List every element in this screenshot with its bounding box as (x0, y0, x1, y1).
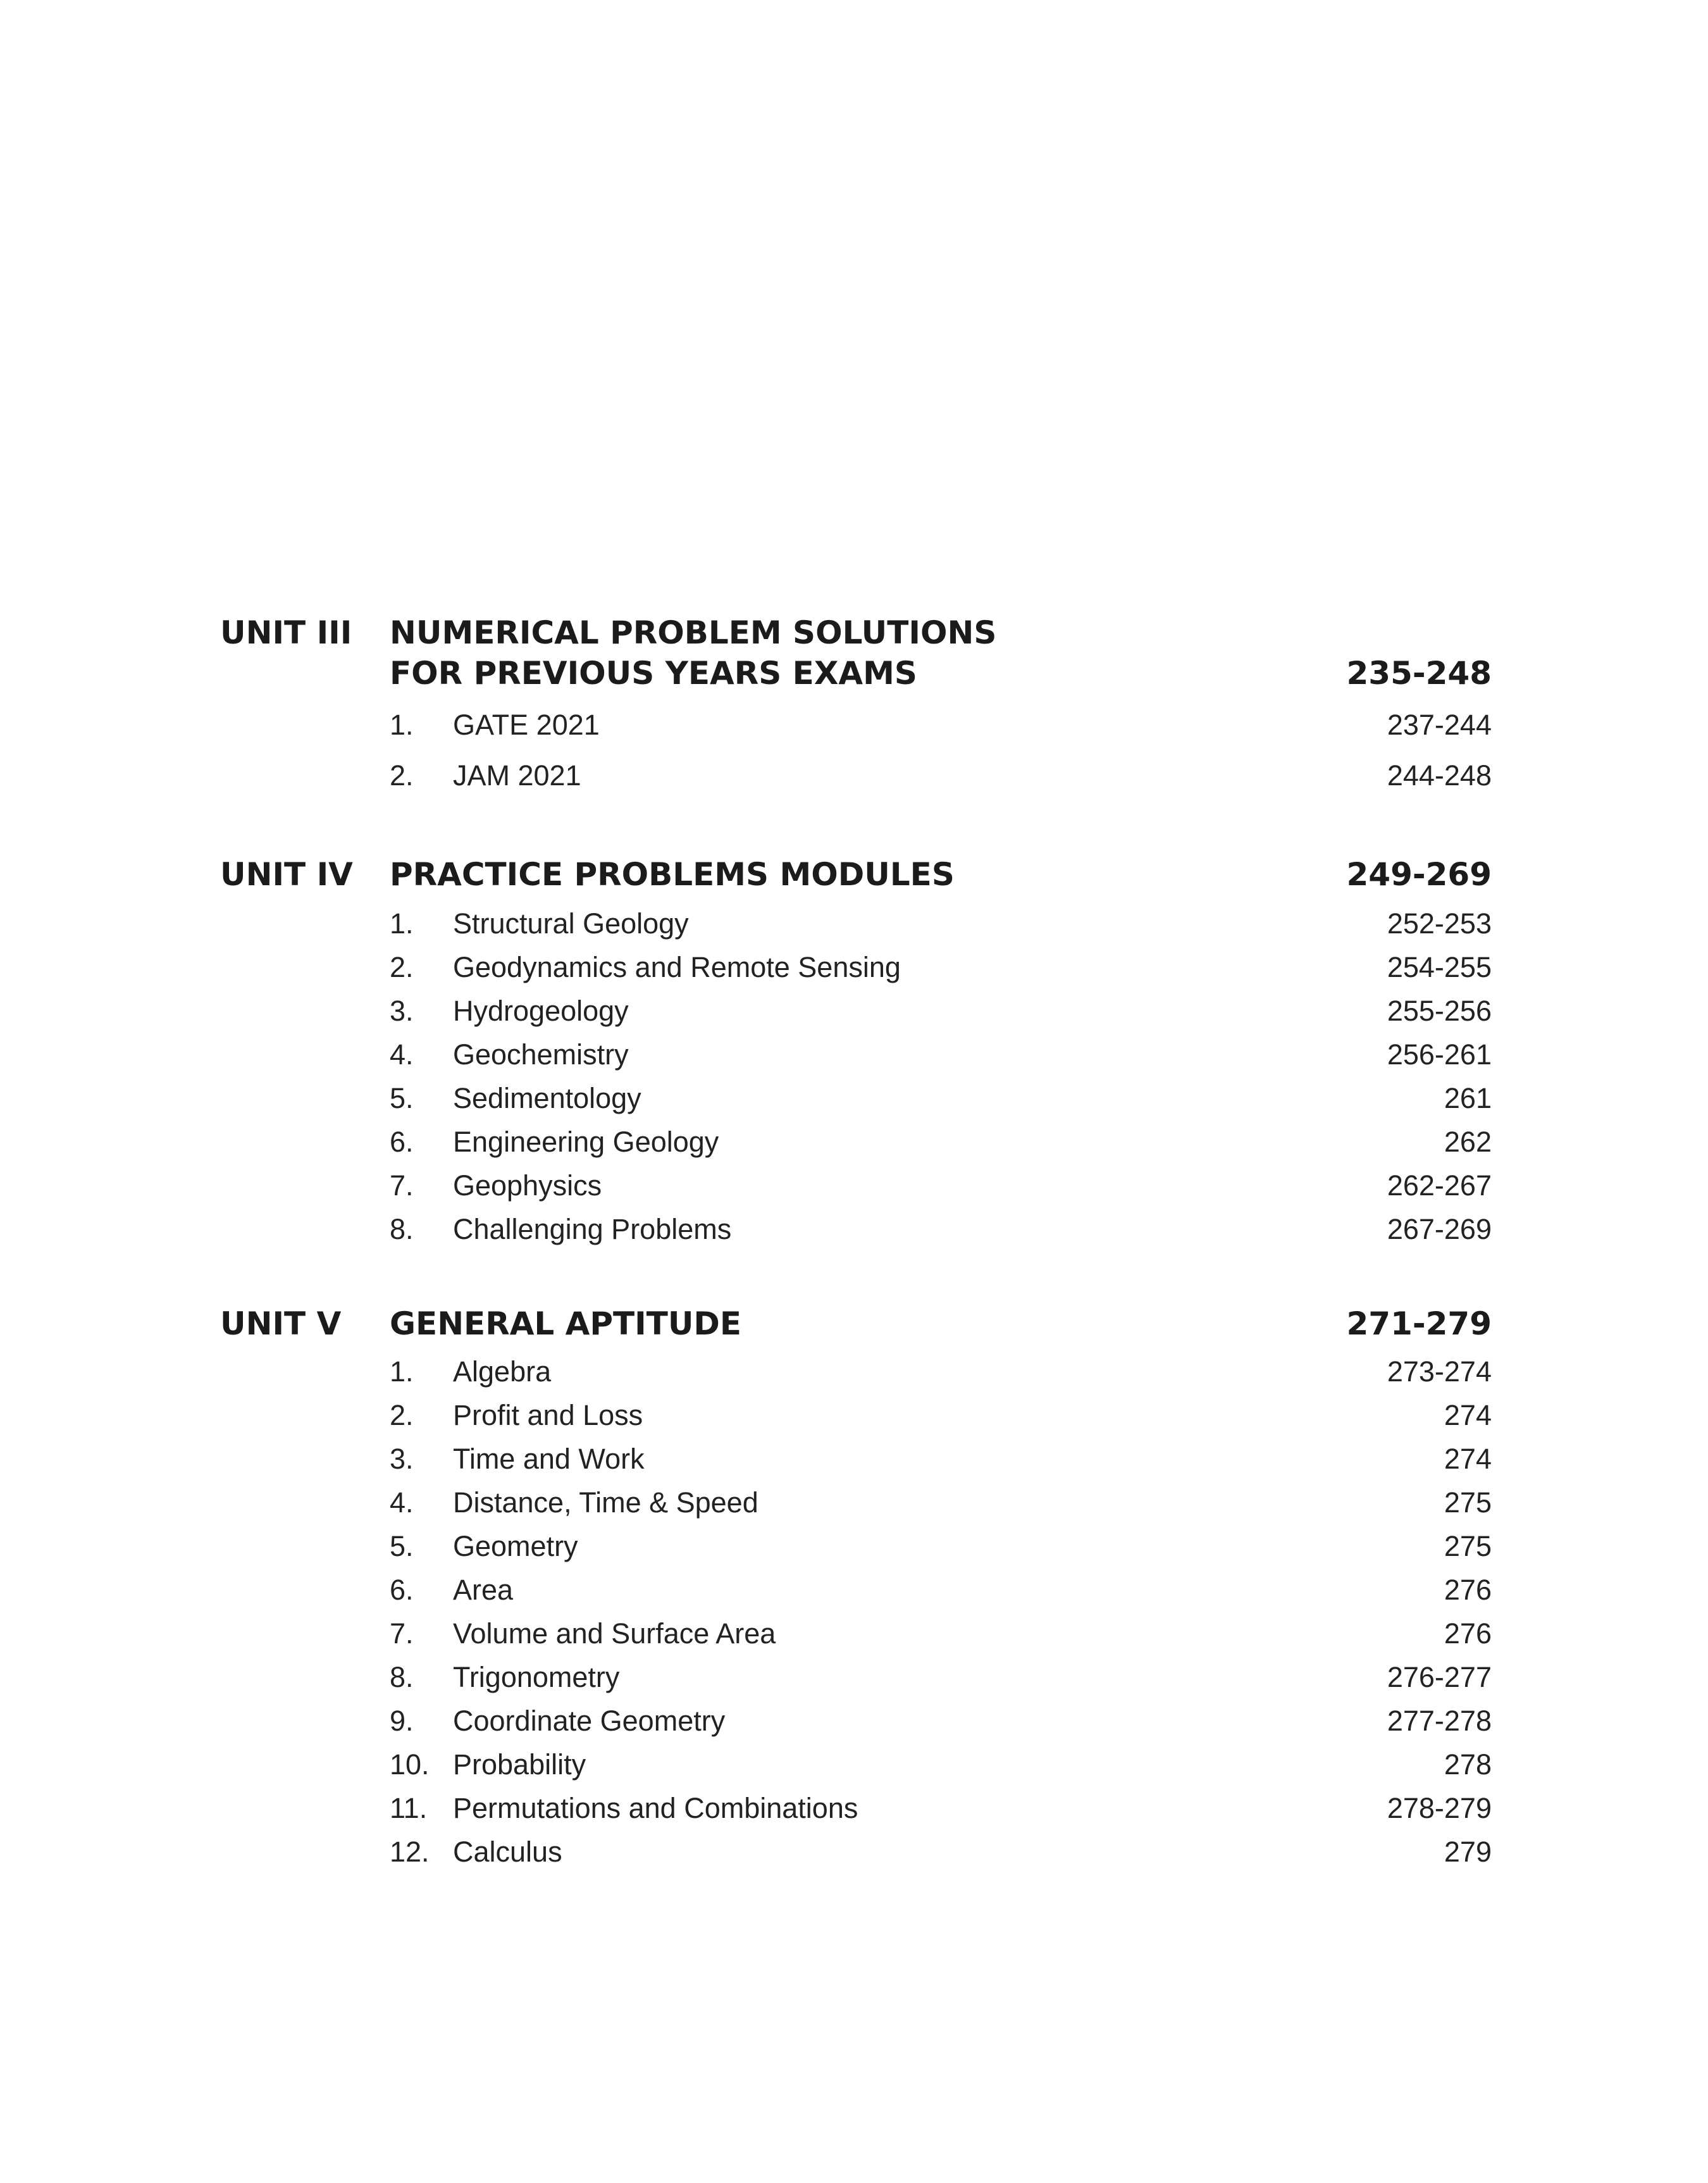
entry-title: Algebra (453, 1355, 552, 1388)
entry-pages: 275 (1444, 1530, 1492, 1562)
unit-pages: 235-248 (1346, 655, 1492, 692)
entry-title: Probability (453, 1748, 586, 1781)
entry-number: 9. (390, 1705, 414, 1737)
entry-pages: 244-248 (1387, 759, 1492, 792)
unit-pages: 249-269 (1346, 856, 1492, 893)
entry-number: 8. (390, 1661, 414, 1693)
entry-number: 1. (390, 1355, 414, 1388)
entry-title: Geodynamics and Remote Sensing (453, 951, 901, 983)
entry-pages: 237-244 (1387, 709, 1492, 741)
unit-title: GENERAL APTITUDE (390, 1305, 742, 1342)
entry-pages: 262 (1444, 1126, 1492, 1158)
entry-number: 1. (390, 709, 414, 741)
entry-number: 1. (390, 907, 414, 940)
entry-pages: 254-255 (1387, 951, 1492, 983)
entry-pages: 278-279 (1387, 1792, 1492, 1824)
entry-number: 2. (390, 1399, 414, 1431)
entry-pages: 261 (1444, 1082, 1492, 1114)
entry-title: Coordinate Geometry (453, 1705, 726, 1737)
entry-number: 6. (390, 1126, 414, 1158)
unit-title: PRACTICE PROBLEMS MODULES (390, 856, 955, 893)
entry-title: Geochemistry (453, 1038, 629, 1071)
entry-title: Engineering Geology (453, 1126, 719, 1158)
entry-pages: 255-256 (1387, 995, 1492, 1027)
unit-title-line-1: NUMERICAL PROBLEM SOLUTIONS (390, 614, 997, 651)
unit-label: UNIT IV (220, 856, 353, 893)
entry-title: Permutations and Combinations (453, 1792, 858, 1824)
entry-pages: 274 (1444, 1399, 1492, 1431)
entry-pages: 252-253 (1387, 907, 1492, 940)
entry-pages: 276 (1444, 1617, 1492, 1650)
unit-title-line-2: FOR PREVIOUS YEARS EXAMS (390, 655, 917, 692)
entry-pages: 278 (1444, 1748, 1492, 1781)
entry-number: 4. (390, 1486, 414, 1519)
entry-pages: 277-278 (1387, 1705, 1492, 1737)
entry-pages: 275 (1444, 1486, 1492, 1519)
entry-title: Calculus (453, 1836, 562, 1868)
unit-label: UNIT V (220, 1305, 342, 1342)
entry-title: JAM 2021 (453, 759, 581, 792)
entry-title: Area (453, 1574, 514, 1606)
entry-pages: 274 (1444, 1443, 1492, 1475)
entry-pages: 262-267 (1387, 1169, 1492, 1202)
entry-title: Time and Work (453, 1443, 645, 1475)
entry-title: Profit and Loss (453, 1399, 643, 1431)
entry-title: Geometry (453, 1530, 578, 1562)
entry-title: Volume and Surface Area (453, 1617, 776, 1650)
entry-pages: 279 (1444, 1836, 1492, 1868)
entry-title: GATE 2021 (453, 709, 600, 741)
entry-number: 10. (390, 1748, 430, 1781)
entry-number: 5. (390, 1082, 414, 1114)
unit-pages: 271-279 (1346, 1305, 1492, 1342)
entry-title: Distance, Time & Speed (453, 1486, 758, 1519)
entry-title: Structural Geology (453, 907, 689, 940)
entry-number: 8. (390, 1213, 414, 1245)
entry-pages: 273-274 (1387, 1355, 1492, 1388)
entry-number: 7. (390, 1169, 414, 1202)
entry-title: Hydrogeology (453, 995, 629, 1027)
entry-pages: 276 (1444, 1574, 1492, 1606)
entry-number: 2. (390, 951, 414, 983)
entry-number: 6. (390, 1574, 414, 1606)
entry-number: 4. (390, 1038, 414, 1071)
entry-title: Geophysics (453, 1169, 602, 1202)
entry-number: 2. (390, 759, 414, 792)
entry-number: 3. (390, 1443, 414, 1475)
entry-title: Challenging Problems (453, 1213, 732, 1245)
entry-pages: 276-277 (1387, 1661, 1492, 1693)
entry-number: 12. (390, 1836, 430, 1868)
entry-title: Sedimentology (453, 1082, 641, 1114)
entry-pages: 256-261 (1387, 1038, 1492, 1071)
entry-number: 3. (390, 995, 414, 1027)
entry-title: Trigonometry (453, 1661, 620, 1693)
entry-number: 5. (390, 1530, 414, 1562)
entry-number: 7. (390, 1617, 414, 1650)
entry-number: 11. (390, 1792, 428, 1824)
unit-label: UNIT III (220, 614, 352, 651)
entry-pages: 267-269 (1387, 1213, 1492, 1245)
